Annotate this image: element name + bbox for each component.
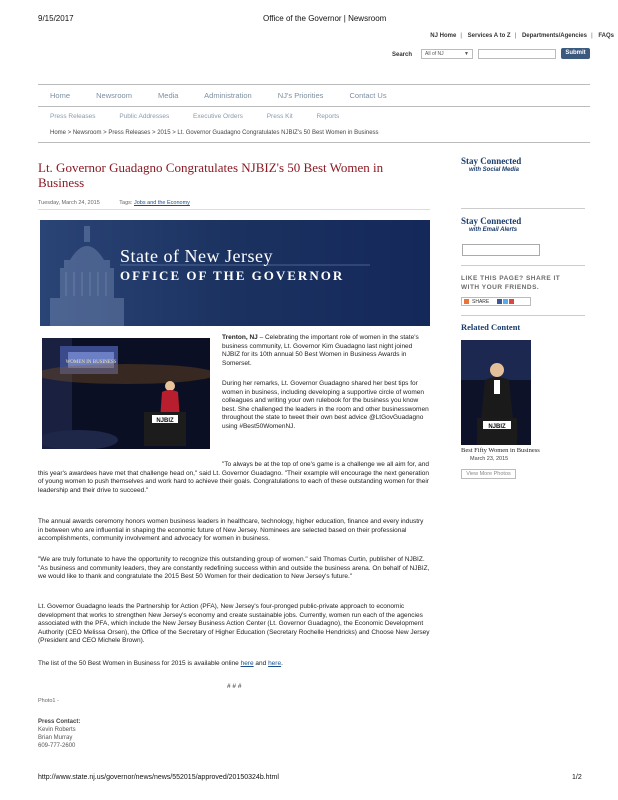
press-contact-name: Brian Murray [38,735,73,741]
banner-office-text: OFFICE OF THE GOVERNOR [120,268,345,283]
paragraph-6 [38,603,430,646]
nav-priorities[interactable]: NJ's Priorities [277,91,324,100]
page-url: http://www.state.nj.us/governor/news/news/552015/approved/20150324b.html [38,774,279,781]
share-prompt [461,275,560,292]
services-link[interactable]: Services A to Z [467,33,511,39]
search-scope-value: All of NJ [425,51,444,57]
paragraph-3-text: "To always be at the top of one's game is a challenge we all aim for, and this year's awardees have met that challenge head on," said Lt. Governor Guadagno. "Their example will encourage the next generation of young women to push themselves and work hard to achieve their goals. Congratulations to each of these outstanding women for their leadership and their drive to succeed." [38,461,430,494]
search-scope-select[interactable] [421,49,473,59]
article-meta [38,200,190,206]
share-icon [464,299,469,304]
banner-state-text: State of New Jersey [120,246,273,266]
related-date: March 23, 2015 [470,456,509,462]
social-subtitle[interactable]: with Social Media [469,167,520,173]
search-label: Search [392,52,413,58]
related-caption[interactable]: Best Fifty Women in Business [461,447,540,454]
subnav-press-kit[interactable]: Press Kit [266,113,293,120]
press-contact-phone: 609-777-2600 [38,743,76,749]
nav-media[interactable]: Media [158,91,179,100]
event-photo-image [42,338,210,449]
event-photo [42,338,210,449]
nav-newsroom[interactable]: Newsroom [96,91,132,100]
search-submit-button[interactable]: Submit [561,48,590,59]
meta-divider [38,209,430,210]
list-link-2[interactable]: here [268,660,282,667]
podium-logo-text: NJBIZ [156,418,174,424]
paragraph-7-end: . [281,660,283,667]
breadcrumb-divider [38,142,590,143]
paragraph-2-text: During her remarks, Lt. Governor Guadagno shared her best tips for women in business, including developing a supportive circle of women colleagues and writing your own rulebook for the business you know best. She challenged the leaders in the room and other businesswomen throughout the state to tweet their own best advice @LtGovGuadagno using #Best50WomenNJ. [222,380,429,430]
share-button[interactable] [461,297,531,306]
paragraph-4-text: The annual awards ceremony honors women business leaders in healthcare, technology, higher education, finance and every industry in between who are influential in shaping the economic future of New Jersey. Nominees are selected based on their professional accomplishments, community involvement and advocacy for women in business. [38,518,424,543]
social-title: Stay Connected [461,156,522,166]
paragraph-7 [38,660,430,669]
article-date: Tuesday, March 24, 2015 [38,200,100,206]
paragraph-6-text: Lt. Governor Guadagno leads the Partnership for Action (PFA), New Jersey's four-pronged public-private approach to economic development that works to strengthen New Jersey's economy and create sustainable jobs. Currently, women run each of the agencies associated with the PFA, which include the New Jersey Business Action Center (Lt. Governor Guadagno), the Economic Development Authority (CEO Melissa Orsen), the Office of the Secretary of Higher Education (Secretary Rochelle Hendricks) and Choose New Jersey (President and CEO Michele Brown). [38,603,430,645]
sidebar-divider [461,315,585,316]
paragraph-1-text: – Celebrating the important role of women in the state's business community, Lt. Governor Kim Guadagno last night joined NJBIZ for its 10th annual 50 Best Women in Business Awards in Somerset. [222,334,419,367]
share-prompt-line-1: LIKE THIS PAGE? SHARE IT [461,275,561,282]
paragraph-7-text: The list of the 50 Best Women in Business for 2015 is available online [38,660,241,667]
twitter-icon [503,299,508,304]
paragraph-2 [222,380,432,432]
chevron-down-icon: ▼ [464,51,469,57]
utility-nav: NJ Home | Services A to Z | Departments/Agencies | FAQs [426,33,618,39]
photo-credit: Photo1 - [38,698,59,704]
email-subtitle[interactable]: with Email Alerts [469,227,518,233]
email-icon [509,299,514,304]
faqs-link[interactable]: FAQs [598,33,614,39]
print-title: Office of the Governor | Newsroom [263,14,387,23]
nav-administration[interactable]: Administration [204,91,252,100]
office-banner [40,220,430,326]
email-alert-input[interactable] [462,244,540,256]
nav-bottom-divider [38,106,590,107]
share-prompt-line-2: WITH YOUR FRIENDS. [461,283,540,291]
press-contact-heading: Press Contact: [38,719,81,725]
paragraph-4 [38,518,430,544]
subnav-executive-orders[interactable]: Executive Orders [193,113,243,120]
nav-home[interactable]: Home [50,91,71,100]
nj-home-link[interactable]: NJ Home [430,33,457,39]
related-photo[interactable] [461,340,531,445]
press-contact [38,718,80,750]
tags-label: Tags: [119,200,133,206]
nav-contact[interactable]: Contact Us [349,91,387,100]
press-contact-name: Kevin Roberts [38,727,76,733]
tag-link[interactable]: Jobs and the Economy [133,200,190,206]
end-marker: # # # [227,683,242,690]
nav-top-divider [38,84,590,85]
sidebar-divider [461,265,585,266]
related-photo-image [461,340,531,445]
paragraph-5-text: "We are truly fortunate to have the opportunity to recognize this outstanding group of women." said Thomas Curtin, publisher of NJBIZ. "As business and community leaders, they are constantly redefining success within and outside the business arena. On behalf of NJBIZ, we would like to thank and congratulate the 2015 Best 50 Women for their dedication to New Jersey's future." [38,556,430,581]
view-more-photos-button[interactable]: View More Photos [461,469,516,479]
paragraph-5 [38,556,430,582]
paragraph-1 [222,334,432,368]
sub-nav [50,113,361,120]
list-link-1[interactable]: here [240,660,254,667]
paragraph-7-mid: and [253,660,269,667]
dateline: Trenton, NJ [222,334,258,341]
sidebar-divider [461,208,585,209]
print-date: 9/15/2017 [38,14,74,23]
related-podium-text: NJBIZ [488,424,506,430]
subnav-public-addresses[interactable]: Public Addresses [119,113,170,120]
share-label: SHARE [472,299,490,305]
page-title: Lt. Governor Guadagno Congratulates NJBIZ's 50 Best Women in Business [38,160,384,190]
departments-link[interactable]: Departments/Agencies [521,33,587,39]
breadcrumb[interactable]: Home > Newsroom > Press Releases > 2015 > Lt. Governor Guadagno Congratulates NJBIZ's 50 Best Women in Business [50,130,379,136]
search-input[interactable] [478,49,556,59]
main-nav [50,91,411,100]
screen-banner-text: WOMEN IN BUSINESS [65,360,117,365]
facebook-icon [497,299,502,304]
subnav-press-releases[interactable]: Press Releases [50,113,96,120]
subnav-reports[interactable]: Reports [316,113,340,120]
page-number: 1/2 [572,774,582,781]
related-content-title: Related Content [461,322,521,332]
email-title: Stay Connected [461,216,522,226]
paragraph-3 [38,461,430,495]
